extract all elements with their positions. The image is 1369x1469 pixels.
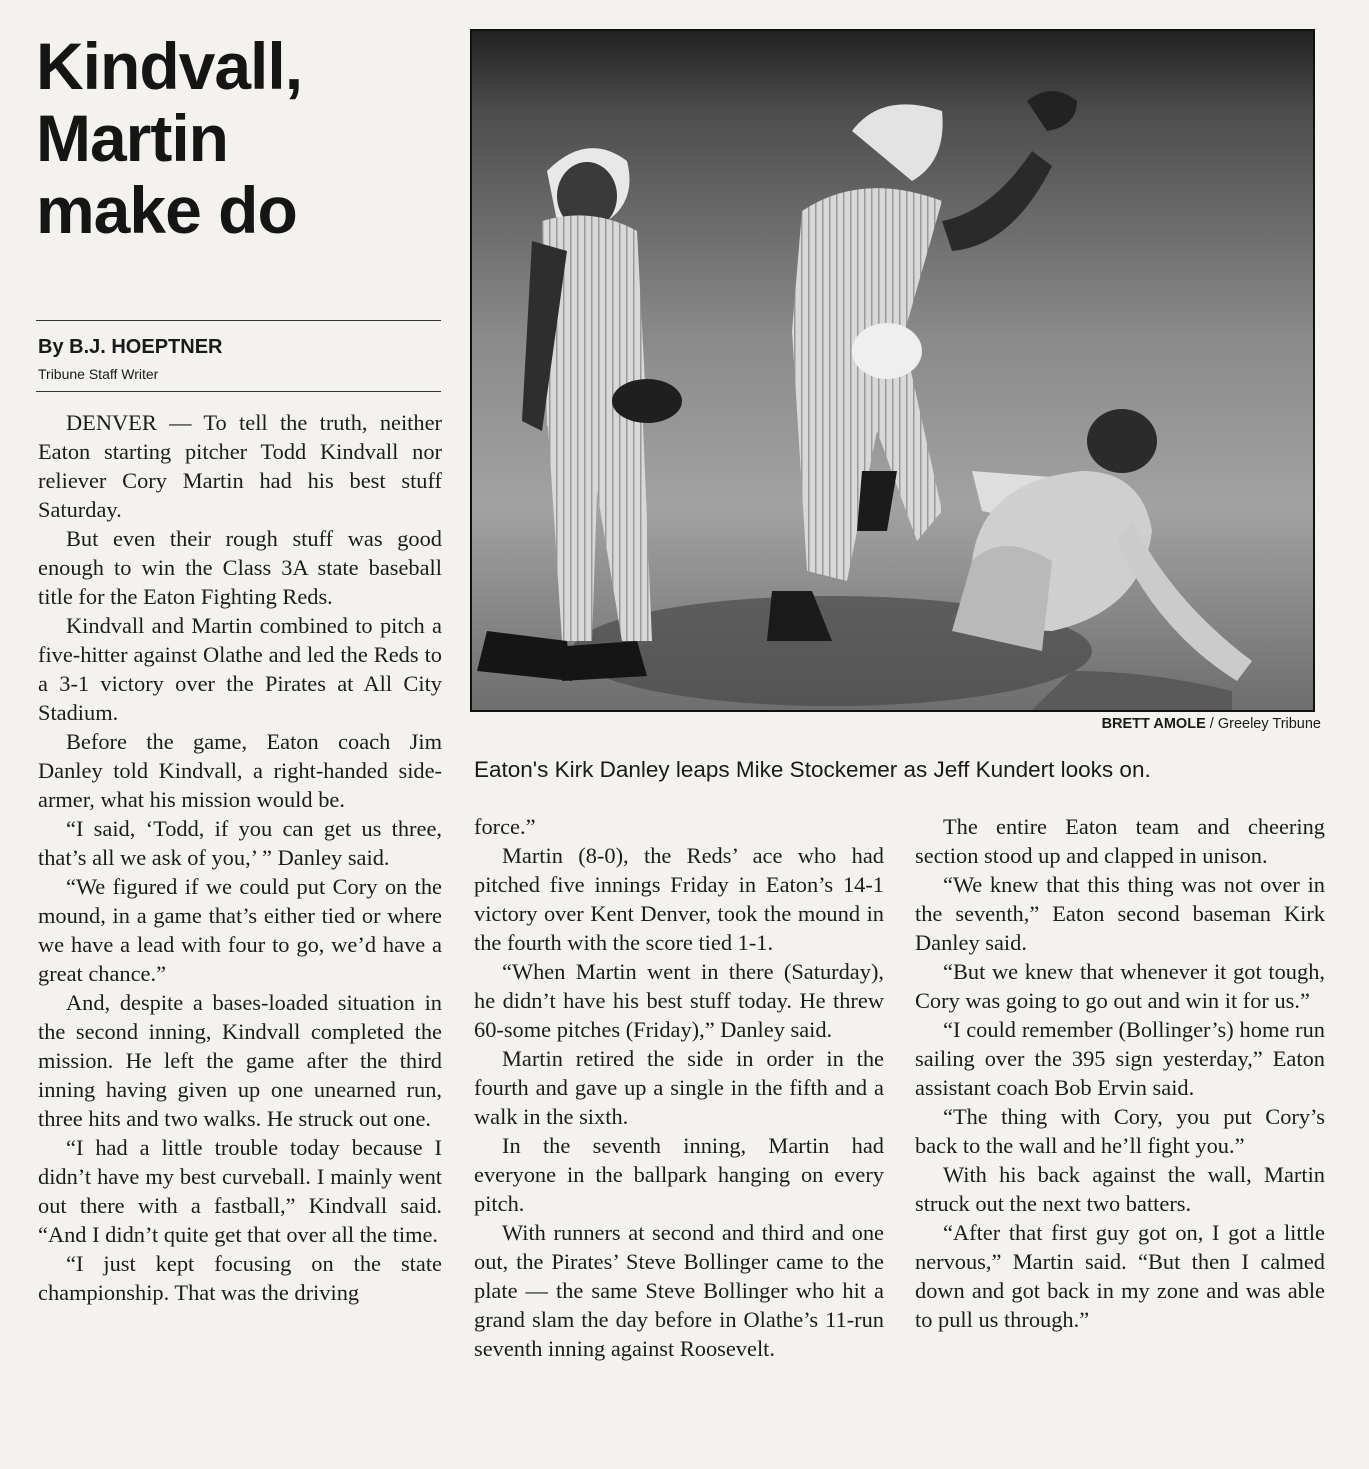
paragraph: Before the game, Eaton coach Jim Danley told Kindvall, a right-handed side-armer, what his mission would be.: [38, 729, 442, 812]
paragraph: “We figured if we could put Cory on the mound, in a game that’s either tied or where we have a lead with four to go, we’d have a great chance.”: [38, 874, 442, 986]
photo-credit-source: / Greeley Tribune: [1205, 716, 1321, 732]
photo-credit: [1102, 716, 1321, 732]
byline-title: Tribune Staff Writer: [38, 366, 159, 382]
paragraph: DENVER — To tell the truth, neither Eaton starting pitcher Todd Kindvall nor reliever Cory Martin had his best stuff Saturday.: [38, 410, 442, 522]
headline-rule: [36, 320, 441, 321]
paragraph: And, despite a bases-loaded situation in the second inning, Kindvall completed the mission. He left the game after the third inning having given up one unearned run, three hits and two walks. He struck out one.: [38, 990, 442, 1131]
article-column-3: [915, 812, 1325, 1334]
paragraph: Martin retired the side in order in the fourth and gave up a single in the fifth and a walk in the sixth.: [474, 1046, 884, 1129]
byline: By B.J. HOEPTNER: [38, 336, 223, 358]
photo-caption: Eaton's Kirk Danley leaps Mike Stockemer as Jeff Kundert looks on.: [474, 757, 1151, 782]
paragraph: The entire Eaton team and cheering section stood up and clapped in unison.: [915, 814, 1325, 868]
paragraph: “I just kept focusing on the state championship. That was the driving: [38, 1251, 442, 1305]
paragraph: “But we knew that whenever it got tough, Cory was going to go out and win it for us.”: [915, 959, 1325, 1013]
paragraph: “I said, ‘Todd, if you can get us three, that’s all we ask of you,’ ” Danley said.: [38, 816, 442, 870]
article-column-2: [474, 812, 884, 1363]
byline-rule: [36, 391, 441, 392]
paragraph: “When Martin went in there (Saturday), he didn’t have his best stuff today. He threw 60-some pitches (Friday),” Danley said.: [474, 959, 884, 1042]
article-column-1: [38, 408, 442, 1307]
photo-credit-name: BRETT AMOLE: [1101, 716, 1206, 732]
paragraph: With runners at second and third and one out, the Pirates’ Steve Bollinger came to the plate — the same Steve Bollinger who hit a grand slam the day before in Olathe’s 11-run seventh inning against Roosevelt.: [474, 1220, 884, 1361]
paragraph: “After that first guy got on, I got a little nervous,” Martin said. “But then I calmed down and got back in my zone and was able to pull us through.”: [915, 1220, 1325, 1332]
headline-line-3: make do: [36, 173, 297, 247]
paragraph: “We knew that this thing was not over in the seventh,” Eaton second baseman Kirk Danley said.: [915, 872, 1325, 955]
headline-line-1: Kindvall,: [36, 29, 303, 103]
paragraph: Martin (8-0), the Reds’ ace who had pitched five innings Friday in Eaton’s 14-1 victory over Kent Denver, took the mound in the fourth with the score tied 1-1.: [474, 843, 884, 955]
paragraph: “I had a little trouble today because I didn’t have my best curveball. I mainly went out there with a fastball,” Kindvall said. “And I didn’t quite get that over all the time.: [38, 1135, 442, 1247]
headline: [36, 30, 446, 246]
baseball-photo-image: [472, 31, 1313, 710]
paragraph: “I could remember (Bollinger’s) home run sailing over the 395 sign yesterday,” Eaton assistant coach Bob Ervin said.: [915, 1017, 1325, 1100]
paragraph: “The thing with Cory, you put Cory’s back to the wall and he’ll fight you.”: [915, 1104, 1325, 1158]
paragraph: force.”: [474, 814, 536, 839]
paragraph: Kindvall and Martin combined to pitch a five-hitter against Olathe and led the Reds to a 3-1 victory over the Pirates at All City Stadium.: [38, 613, 442, 725]
paragraph: With his back against the wall, Martin struck out the next two batters.: [915, 1162, 1325, 1216]
paragraph: In the seventh inning, Martin had everyone in the ballpark hanging on every pitch.: [474, 1133, 884, 1216]
baseball-photo: [470, 29, 1315, 712]
paragraph: But even their rough stuff was good enough to win the Class 3A state baseball title for the Eaton Fighting Reds.: [38, 526, 442, 609]
headline-line-2: Martin: [36, 101, 228, 175]
